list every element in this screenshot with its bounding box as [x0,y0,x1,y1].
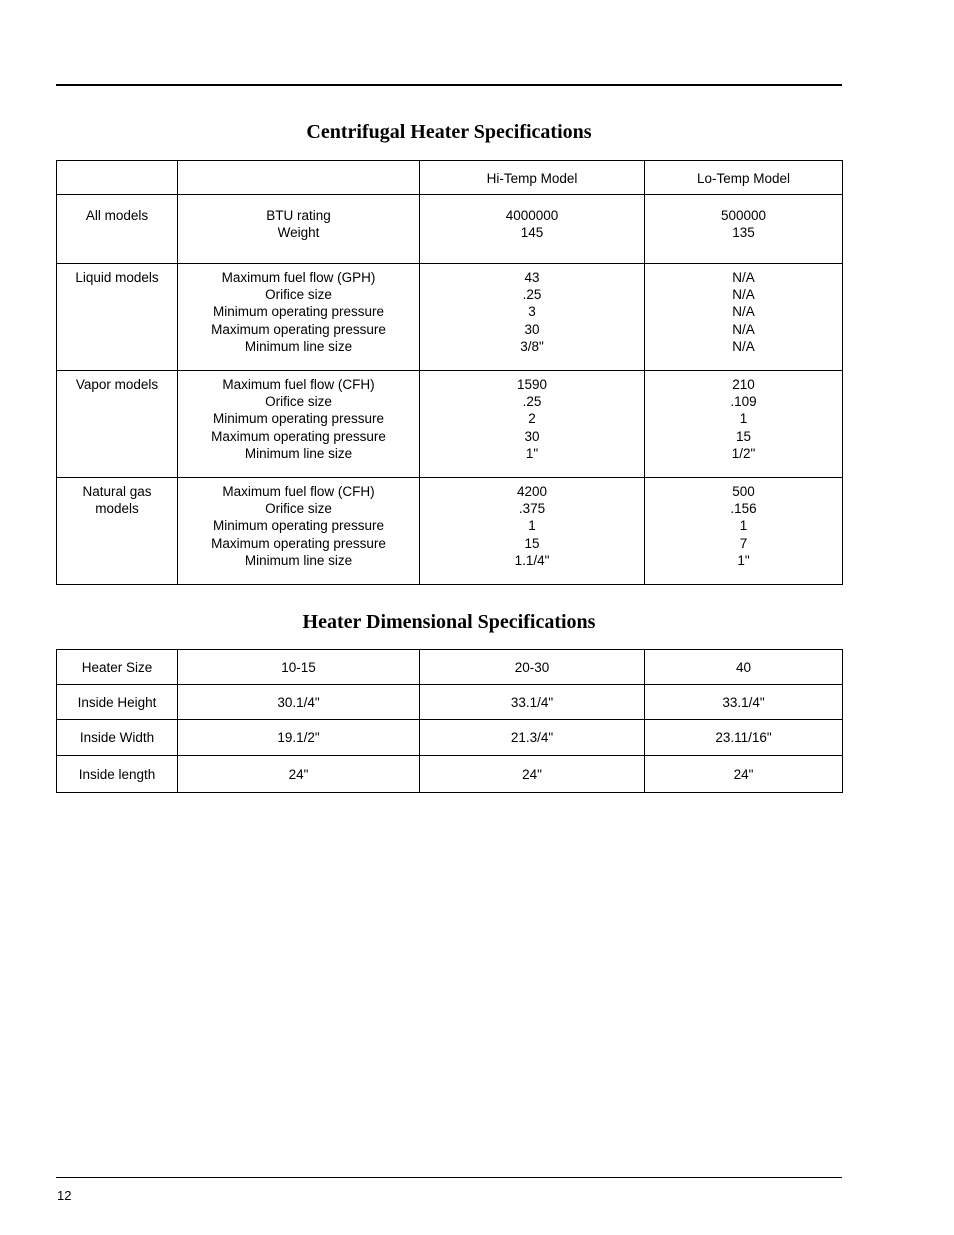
spec-group-cell [57,264,178,371]
group-label: All models [85,208,149,223]
hi-value: 30 [524,428,540,444]
hi-value: .375 [518,501,546,517]
spec-row-natural-gas-models [57,478,843,585]
param-label: Minimum line size [244,552,353,568]
hi-value: 4200 [516,484,548,499]
param-label: Orifice size [265,501,332,517]
param-label: Minimum operating pressure [212,518,385,534]
dim-value-cell: 24" [645,756,843,793]
dim-value-cell: 24" [420,756,645,793]
spec-header-hi-temp: Hi-Temp Model [420,161,645,195]
spec-lo-cell [645,371,843,478]
param-label: Orifice size [265,394,332,410]
lo-value: N/A [732,287,755,303]
dim-value-cell: 40 [645,650,843,685]
param-label: Weight [277,225,320,241]
spec-lo-cell [645,195,843,264]
dimensional-spec-table [56,649,843,793]
dim-label-cell: Inside Height [57,685,178,720]
hi-value: 15 [524,535,540,551]
param-label: Minimum operating pressure [212,304,385,320]
param-label: Maximum fuel flow (GPH) [221,270,376,285]
spec-group-cell [57,195,178,264]
spec-lo-cell [645,264,843,371]
spec-row-all-models [57,195,843,264]
hi-value: .25 [522,287,542,303]
spec-hi-cell [420,195,645,264]
param-label: Maximum operating pressure [211,535,386,551]
dim-value-cell: 10-15 [178,650,420,685]
bottom-rule [56,1177,842,1178]
hi-value: 1" [525,445,539,461]
group-label: Liquid models [75,270,159,285]
hi-value: 30 [524,321,540,337]
centrifugal-spec-table [56,160,843,585]
spec-group-cell [57,478,178,585]
hi-value: 145 [520,225,544,241]
dim-value-cell: 24" [178,756,420,793]
lo-value: 1/2" [731,445,756,461]
top-rule [56,84,842,86]
group-label: Vapor models [75,377,159,392]
dim-label-cell: Inside Width [57,720,178,756]
hi-value: 2 [528,411,536,427]
hi-value: 1.1/4" [514,552,550,568]
lo-value: 1" [737,552,750,568]
spec-hi-cell [420,371,645,478]
param-label: Minimum operating pressure [212,411,385,427]
lo-value: 500000 [720,208,767,223]
spec-row-liquid-models [57,264,843,371]
dim-value-cell: 33.1/4" [420,685,645,720]
spec-header-cell [57,161,178,195]
dim-value-cell: 21.3/4" [420,720,645,756]
spec-title: Centrifugal Heater Specifications [306,121,592,143]
lo-value: .109 [730,394,757,410]
dim-row-inside-width [57,720,843,756]
hi-value: 1 [528,518,536,534]
spec-hi-cell [420,478,645,585]
group-label: models [95,501,139,517]
hi-value: 3 [528,304,536,320]
group-label: Natural gas [82,484,152,499]
spec-lo-cell [645,478,843,585]
lo-value: N/A [732,270,755,285]
lo-value: N/A [732,304,755,320]
spec-header-lo-temp: Lo-Temp Model [645,161,843,195]
lo-value: 210 [732,377,755,392]
spec-row-vapor-models [57,371,843,478]
lo-value: 1 [739,411,748,427]
param-label: Minimum line size [244,445,353,461]
param-label: Minimum line size [244,338,353,354]
param-label: Maximum operating pressure [211,428,386,444]
lo-value: 1 [739,518,748,534]
dim-label-cell: Heater Size [57,650,178,685]
spec-params-cell [178,371,420,478]
lo-value: N/A [732,321,755,337]
hi-value: 1590 [516,377,548,392]
dim-row-inside-length [57,756,843,793]
param-label: Maximum fuel flow (CFH) [222,484,375,499]
dim-value-cell: 20-30 [420,650,645,685]
param-label: BTU rating [266,208,331,223]
spec-params-cell [178,478,420,585]
spec-header-row [57,161,843,195]
dim-value-cell: 19.1/2" [178,720,420,756]
page-number: 12 [57,1188,72,1203]
param-label: Maximum operating pressure [211,321,386,337]
dim-value-cell: 23.11/16" [645,720,843,756]
lo-value: .156 [730,501,757,517]
hi-value: 3/8" [520,338,544,354]
lo-value: 7 [739,535,748,551]
spec-header-cell [178,161,420,195]
hi-value: 4000000 [505,208,559,223]
dim-title: Heater Dimensional Specifications [302,611,596,633]
dim-value-cell: 30.1/4" [178,685,420,720]
param-label: Orifice size [265,287,332,303]
dim-label-cell: Inside length [57,756,178,793]
dim-value-cell: 33.1/4" [645,685,843,720]
lo-value: 500 [732,484,755,499]
lo-value: 15 [735,428,752,444]
param-label: Maximum fuel flow (CFH) [222,377,375,392]
spec-hi-cell [420,264,645,371]
lo-value: 135 [732,225,755,241]
spec-group-cell [57,371,178,478]
spec-params-cell [178,264,420,371]
dim-row-inside-height [57,685,843,720]
dim-row-heater-size [57,650,843,685]
lo-value: N/A [732,338,755,354]
hi-value: .25 [522,394,542,410]
hi-value: 43 [524,270,540,285]
spec-params-cell [178,195,420,264]
